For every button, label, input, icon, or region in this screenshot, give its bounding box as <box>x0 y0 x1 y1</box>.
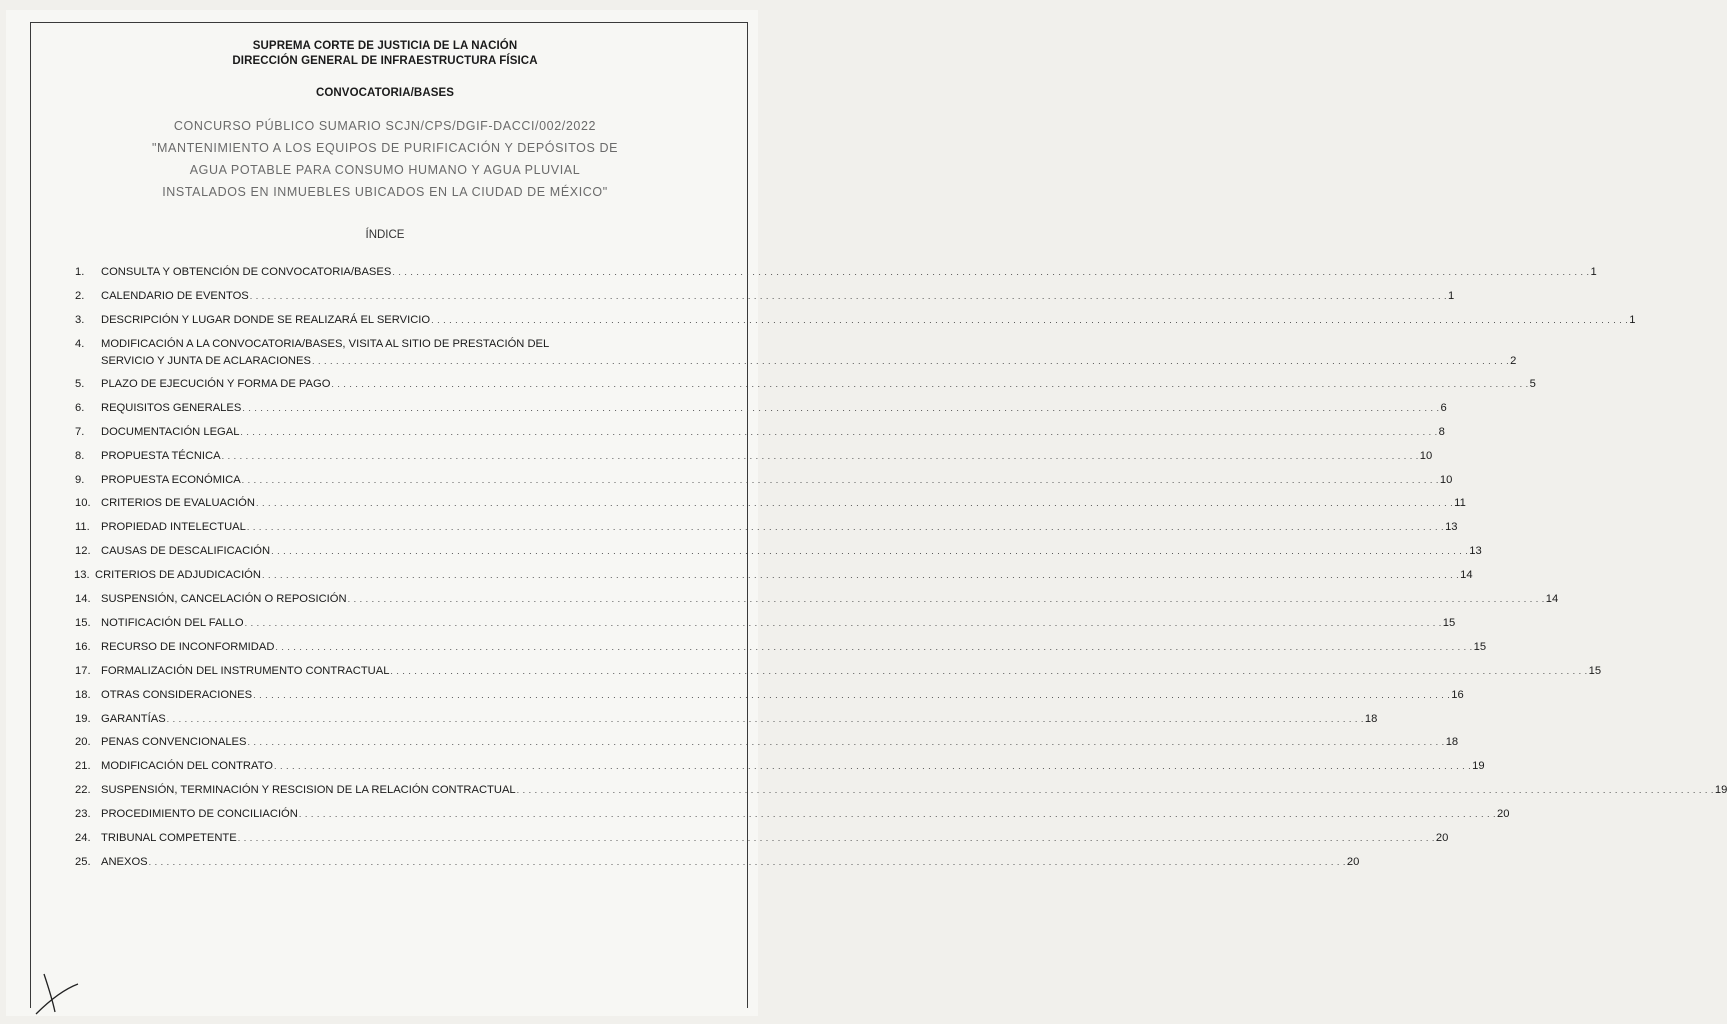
department-name: DIRECCIÓN GENERAL DE INFRAESTRUCTURA FÍSICA <box>232 55 538 67</box>
toc-entry-title: MODIFICACIÓN DEL CONTRATO <box>101 760 273 773</box>
toc-entry-title: TRIBUNAL COMPETENTE <box>101 832 237 844</box>
toc-dot-leader: . . . . . . . . . . . . . . . . . . . . . . . . . . . . . . . . . . . . . . . . . . . . . . . . . . . . . . . . . . . . . . . . . . . . . . . . . . . . . . . . . . . . . . . . . . . . . . . . . . . . . . . . . . . . . . . . . . . . . . . . . . . . . . . . . . . . . . . . . . . . . . . . . . . . . . . . . . . . . . . . . . . . . . . . . . . . . . . . . . . . . . . . . . . . . . . . . . . . . . . . <box>244 617 1442 628</box>
contest-number: CONCURSO PÚBLICO SUMARIO SCJN/CPS/DGIF-DACCI/002/2022 <box>173 119 597 133</box>
document-type: CONVOCATORIA/BASES <box>315 87 455 99</box>
toc-entry-number: 11. <box>75 521 90 534</box>
toc-entry-page: 18 <box>1445 736 1459 749</box>
toc-entry-number: 6. <box>75 401 85 414</box>
toc-entry-page: 16 <box>1451 688 1464 701</box>
toc-entry-title: FORMALIZACIÓN DEL INSTRUMENTO CONTRACTUAL <box>101 664 390 677</box>
toc-entry-title-continued: SERVICIO Y JUNTA DE ACLARACIONES <box>101 354 311 367</box>
toc-entry <box>0 338 770 354</box>
toc-entry-page: 1 <box>1590 266 1597 278</box>
toc-dot-leader: . . . . . . . . . . . . . . . . . . . . . . . . . . . . . . . . . . . . . . . . . . . . . . . . . . . . . . . . . . . . . . . . . . . . . . . . . . . . . . . . . . . . . . . . . . . . . . . . . . . . . . . . . . . . . . . . . . . . . . . . . . . . . . . . . . . . . . . . . . . . . . . . . . . . . . . . . . . . . . . . . . . . . . . . . . . . . . . . . . . . . . . . . . . . . . . . . . . . . . . . <box>431 314 1629 325</box>
toc-dot-leader: . . . . . . . . . . . . . . . . . . . . . . . . . . . . . . . . . . . . . . . . . . . . . . . . . . . . . . . . . . . . . . . . . . . . . . . . . . . . . . . . . . . . . . . . . . . . . . . . . . . . . . . . . . . . . . . . . . . . . . . . . . . . . . . . . . . . . . . . . . . . . . . . . . . . . . . . . . . . . . . . . . . . . . . . . . . . . . . . . . . . . . . . . . . . . . . . . . . . . . . . <box>242 402 1440 413</box>
toc-entry-title: CONSULTA Y OBTENCIÓN DE CONVOCATORIA/BASES <box>101 266 392 278</box>
toc-entry-title: PLAZO DE EJECUCIÓN Y FORMA DE PAGO <box>101 377 331 390</box>
toc-entry <box>0 569 1473 585</box>
toc-entry-title: REQUISITOS GENERALES <box>101 401 242 414</box>
toc-dot-leader: . . . . . . . . . . . . . . . . . . . . . . . . . . . . . . . . . . . . . . . . . . . . . . . . . . . . . . . . . . . . . . . . . . . . . . . . . . . . . . . . . . . . . . . . . . . . . . . . . . . . . . . . . . . . . . . . . . . . . . . . . . . . . . . . . . . . . . . . . . . . . . . . . . . . . . . . . . . . . . . . . . . . . . . . . . . . . . . . . . . . . . . . . . . . . . . . . . . . . . . . <box>273 761 1472 772</box>
toc-entry <box>0 855 1360 872</box>
toc-entry-number: 25. <box>75 855 91 868</box>
contest-title-line-2: AGUA POTABLE PARA CONSUMO HUMANO Y AGUA PLUVIAL <box>189 163 581 177</box>
toc-entry-page: 15 <box>1442 616 1456 629</box>
toc-entry-page: 1 <box>1447 289 1455 302</box>
toc-entry-page: 20 <box>1497 808 1510 821</box>
toc-entry-page: 8 <box>1438 425 1445 438</box>
toc-entry <box>0 616 1456 633</box>
toc-entry-number: 17. <box>75 664 91 677</box>
toc-entry-number: 18. <box>75 688 91 701</box>
toc-entry-page: 15 <box>1473 640 1487 653</box>
toc-entry-page: 2 <box>1510 354 1517 367</box>
toc-dot-leader: . . . . . . . . . . . . . . . . . . . . . . . . . . . . . . . . . . . . . . . . . . . . . . . . . . . . . . . . . . . . . . . . . . . . . . . . . . . . . . . . . . . . . . . . . . . . . . . . . . . . . . . . . . . . . . . . . . . . . . . . . . . . . . . . . . . . . . . . . . . . . . . . . . . . . . . . . . . . . . . . . . . . . . . . . . . . . . . . . . . . . . . . . . . . . . . . . . . . . . . . <box>249 290 1447 301</box>
toc-entry <box>0 401 1447 418</box>
toc-entry <box>0 808 1510 824</box>
toc-entry-number: 16. <box>75 640 91 653</box>
toc-entry <box>0 497 1466 513</box>
toc-entry <box>0 640 1487 657</box>
toc-entry-page: 19 <box>1714 784 1727 797</box>
toc-dot-leader: . . . . . . . . . . . . . . . . . . . . . . . . . . . . . . . . . . . . . . . . . . . . . . . . . . . . . . . . . . . . . . . . . . . . . . . . . . . . . . . . . . . . . . . . . . . . . . . . . . . . . . . . . . . . . . . . . . . . . . . . . . . . . . . . . . . . . . . . . . . . . . . . . . . . . . . . . . . . . . . . . . . . . . . . . . . . . . . . . . . . . . . . . . . . . . . . . . . . . . . . <box>240 426 1438 437</box>
toc-entry-number: 24. <box>75 832 91 844</box>
toc-entry-page: 10 <box>1419 449 1433 462</box>
toc-entry-title: CALENDARIO DE EVENTOS <box>101 289 249 302</box>
toc-dot-leader: . . . . . . . . . . . . . . . . . . . . . . . . . . . . . . . . . . . . . . . . . . . . . . . . . . . . . . . . . . . . . . . . . . . . . . . . . . . . . . . . . . . . . . . . . . . . . . . . . . . . . . . . . . . . . . . . . . . . . . . . . . . . . . . . . . . . . . . . . . . . . . . . . . . . . . . . . . . . . . . . . . . . . . . . . . . . . . . . . . . . . . . . . . . . . . . . . . . . . . . . <box>390 665 1588 676</box>
toc-dot-leader: . . . . . . . . . . . . . . . . . . . . . . . . . . . . . . . . . . . . . . . . . . . . . . . . . . . . . . . . . . . . . . . . . . . . . . . . . . . . . . . . . . . . . . . . . . . . . . . . . . . . . . . . . . . . . . . . . . . . . . . . . . . . . . . . . . . . . . . . . . . . . . . . . . . . . . . . . . . . . . . . . . . . . . . . . . . . . . . . . . . . . . . . . . . . . . . . . . . . . . . . <box>237 833 1435 843</box>
toc-entry-number: 7. <box>75 425 85 438</box>
toc-entry-number: 15. <box>75 616 91 629</box>
toc-dot-leader: . . . . . . . . . . . . . . . . . . . . . . . . . . . . . . . . . . . . . . . . . . . . . . . . . . . . . . . . . . . . . . . . . . . . . . . . . . . . . . . . . . . . . . . . . . . . . . . . . . . . . . . . . . . . . . . . . . . . . . . . . . . . . . . . . . . . . . . . . . . . . . . . . . . . . . . . . . . . . . . . . . . . . . . . . . . . . . . . . . . . . . . . . . . . . . . . . . . . . . . . <box>255 498 1454 509</box>
toc-entry <box>0 425 1445 442</box>
toc-entry <box>0 664 1602 681</box>
toc-dot-leader: . . . . . . . . . . . . . . . . . . . . . . . . . . . . . . . . . . . . . . . . . . . . . . . . . . . . . . . . . . . . . . . . . . . . . . . . . . . . . . . . . . . . . . . . . . . . . . . . . . . . . . . . . . . . . . . . . . . . . . . . . . . . . . . . . . . . . . . . . . . . . . . . . . . . . . . . . . . . . . . . . . . . . . . . . . . . . . . . . . . . . . . . . . . . . . . . . . . . . . . . <box>275 641 1473 652</box>
toc-entry-page: 13 <box>1445 521 1458 534</box>
toc-entry-page: 14 <box>1460 569 1473 582</box>
toc-dot-leader: . . . . . . . . . . . . . . . . . . . . . . . . . . . . . . . . . . . . . . . . . . . . . . . . . . . . . . . . . . . . . . . . . . . . . . . . . . . . . . . . . . . . . . . . . . . . . . . . . . . . . . . . . . . . . . . . . . . . . . . . . . . . . . . . . . . . . . . . . . . . . . . . . . . . . . . . . . . . . . . . . . . . . . . . . . . . . . . . . . . . . . . . . . . . . . . . . . . . . . . . <box>311 355 1510 366</box>
signature-mark <box>22 968 82 1016</box>
toc-entry-number: 19. <box>75 712 91 725</box>
contest-title-line-3: INSTALADOS EN INMUEBLES UBICADOS EN LA CIUDAD DE MÉXICO" <box>162 185 608 199</box>
toc-dot-leader: . . . . . . . . . . . . . . . . . . . . . . . . . . . . . . . . . . . . . . . . . . . . . . . . . . . . . . . . . . . . . . . . . . . . . . . . . . . . . . . . . . . . . . . . . . . . . . . . . . . . . . . . . . . . . . . . . . . . . . . . . . . . . . . . . . . . . . . . . . . . . . . . . . . . . . . . . . . . . . . . . . . . . . . . . . . . . . . . . . . . . . . . . . . . . . . . . . . . . . . . <box>347 594 1545 604</box>
toc-entry-title: MODIFICACIÓN A LA CONVOCATORIA/BASES, VISITA AL SITIO DE PRESTACIÓN DEL <box>101 337 550 350</box>
toc-dot-leader: . . . . . . . . . . . . . . . . . . . . . . . . . . . . . . . . . . . . . . . . . . . . . . . . . . . . . . . . . . . . . . . . . . . . . . . . . . . . . . . . . . . . . . . . . . . . . . . . . . . . . . . . . . . . . . . . . . . . . . . . . . . . . . . . . . . . . . . . . . . . . . . . . . . . . . . . . . . . . . . . . . . . . . . . . . . . . . . . . . . . . . . . . . . . . . . . . . . . . . . . <box>271 546 1469 557</box>
toc-entry-title: PROPUESTA TÉCNICA <box>101 449 221 462</box>
toc-entry-title: DOCUMENTACIÓN LEGAL <box>101 425 240 438</box>
toc-entry-title: GARANTÍAS <box>101 712 166 725</box>
toc-entry <box>0 545 1482 561</box>
toc-entry-page: 11 <box>1454 497 1466 510</box>
toc-entry-title: DESCRIPCIÓN Y LUGAR DONDE SE REALIZARÁ EL SERVICIO <box>101 313 431 326</box>
toc-entry-page: 18 <box>1364 712 1378 725</box>
toc-entry-page: 13 <box>1469 545 1482 558</box>
toc-entry-title: OTRAS CONSIDERACIONES <box>101 688 253 701</box>
toc-dot-leader: . . . . . . . . . . . . . . . . . . . . . . . . . . . . . . . . . . . . . . . . . . . . . . . . . . . . . . . . . . . . . . . . . . . . . . . . . . . . . . . . . . . . . . . . . . . . . . . . . . . . . . . . . . . . . . . . . . . . . . . . . . . . . . . . . . . . . . . . . . . . . . . . . . . . . . . . . . . . . . . . . . . . . . . . . . . . . . . . . . . . . . . . . . . . . . . . . . . . . . . . <box>148 856 1346 867</box>
toc-entry-continuation <box>0 354 1517 371</box>
toc-entry <box>0 712 1378 729</box>
toc-entry <box>0 266 1597 282</box>
toc-entry <box>0 289 1455 306</box>
toc-entry <box>0 593 1559 609</box>
toc-entry-number: 9. <box>75 473 85 486</box>
toc-entry-title: PROPIEDAD INTELECTUAL <box>101 521 246 534</box>
toc-entry-number: 1. <box>75 266 85 278</box>
toc-entry-page: 20 <box>1435 832 1449 844</box>
toc-entry-number: 5. <box>75 377 85 390</box>
toc-entry <box>0 521 1458 537</box>
toc-entry-page: 15 <box>1588 664 1602 677</box>
index-title: ÍNDICE <box>365 229 405 241</box>
toc-entry-title: SUSPENSIÓN, CANCELACIÓN O REPOSICIÓN <box>101 593 347 605</box>
toc-entry-number: 14. <box>75 593 91 605</box>
toc-entry-title: ANEXOS <box>101 855 148 868</box>
toc-entry <box>0 377 1536 394</box>
toc-dot-leader: . . . . . . . . . . . . . . . . . . . . . . . . . . . . . . . . . . . . . . . . . . . . . . . . . . . . . . . . . . . . . . . . . . . . . . . . . . . . . . . . . . . . . . . . . . . . . . . . . . . . . . . . . . . . . . . . . . . . . . . . . . . . . . . . . . . . . . . . . . . . . . . . . . . . . . . . . . . . . . . . . . . . . . . . . . . . . . . . . . . . . . . . . . . . . . . . . . . . . . . . <box>166 713 1364 724</box>
toc-dot-leader: . . . . . . . . . . . . . . . . . . . . . . . . . . . . . . . . . . . . . . . . . . . . . . . . . . . . . . . . . . . . . . . . . . . . . . . . . . . . . . . . . . . . . . . . . . . . . . . . . . . . . . . . . . . . . . . . . . . . . . . . . . . . . . . . . . . . . . . . . . . . . . . . . . . . . . . . . . . . . . . . . . . . . . . . . . . . . . . . . . . . . . . . . . . . . . . . . . . . . . . . <box>247 737 1445 748</box>
toc-entry-number: 20. <box>75 736 91 749</box>
toc-entry-number: 13. <box>74 569 90 582</box>
toc-entry <box>0 784 1727 800</box>
toc-entry-number: 10. <box>75 497 91 510</box>
toc-entry-number: 23. <box>75 808 91 821</box>
toc-entry <box>0 473 1453 490</box>
toc-dot-leader: . . . . . . . . . . . . . . . . . . . . . . . . . . . . . . . . . . . . . . . . . . . . . . . . . . . . . . . . . . . . . . . . . . . . . . . . . . . . . . . . . . . . . . . . . . . . . . . . . . . . . . . . . . . . . . . . . . . . . . . . . . . . . . . . . . . . . . . . . . . . . . . . . . . . . . . . . . . . . . . . . . . . . . . . . . . . . . . . . . . . . . . . . . . . . . . . . . . . . . . . <box>221 450 1419 461</box>
toc-entry-number: 21. <box>75 760 91 773</box>
toc-entry <box>0 688 1464 705</box>
toc-entry-number: 22. <box>75 784 91 797</box>
toc-dot-leader: . . . . . . . . . . . . . . . . . . . . . . . . . . . . . . . . . . . . . . . . . . . . . . . . . . . . . . . . . . . . . . . . . . . . . . . . . . . . . . . . . . . . . . . . . . . . . . . . . . . . . . . . . . . . . . . . . . . . . . . . . . . . . . . . . . . . . . . . . . . . . . . . . . . . . . . . . . . . . . . . . . . . . . . . . . . . . . . . . . . . . . . . . . . . . . . . . . . . . . . . <box>298 809 1497 820</box>
toc-entry-title: PENAS CONVENCIONALES <box>101 736 247 749</box>
toc-entry-title: PROCEDIMIENTO DE CONCILIACIÓN <box>101 808 298 821</box>
toc-entry-page: 20 <box>1346 855 1360 868</box>
toc-dot-leader: . . . . . . . . . . . . . . . . . . . . . . . . . . . . . . . . . . . . . . . . . . . . . . . . . . . . . . . . . . . . . . . . . . . . . . . . . . . . . . . . . . . . . . . . . . . . . . . . . . . . . . . . . . . . . . . . . . . . . . . . . . . . . . . . . . . . . . . . . . . . . . . . . . . . . . . . . . . . . . . . . . . . . . . . . . . . . . . . . . . . . . . . . . . . . . . . . . . . . . . . <box>392 267 1590 277</box>
toc-entry-number: 8. <box>75 449 85 462</box>
toc-dot-leader: . . . . . . . . . . . . . . . . . . . . . . . . . . . . . . . . . . . . . . . . . . . . . . . . . . . . . . . . . . . . . . . . . . . . . . . . . . . . . . . . . . . . . . . . . . . . . . . . . . . . . . . . . . . . . . . . . . . . . . . . . . . . . . . . . . . . . . . . . . . . . . . . . . . . . . . . . . . . . . . . . . . . . . . . . . . . . . . . . . . . . . . . . . . . . . . . . . . . . . . . <box>516 785 1714 796</box>
toc-entry-number: 2. <box>75 289 85 302</box>
toc-entry-number: 4. <box>75 337 85 350</box>
toc-entry-page: 5 <box>1529 377 1536 390</box>
toc-entry <box>0 449 1433 466</box>
toc-dot-leader: . . . . . . . . . . . . . . . . . . . . . . . . . . . . . . . . . . . . . . . . . . . . . . . . . . . . . . . . . . . . . . . . . . . . . . . . . . . . . . . . . . . . . . . . . . . . . . . . . . . . . . . . . . . . . . . . . . . . . . . . . . . . . . . . . . . . . . . . . . . . . . . . . . . . . . . . . . . . . . . . . . . . . . . . . . . . . . . . . . . . . . . . . . . . . . . . . . . . . . . . <box>246 522 1445 533</box>
toc-dot-leader: . . . . . . . . . . . . . . . . . . . . . . . . . . . . . . . . . . . . . . . . . . . . . . . . . . . . . . . . . . . . . . . . . . . . . . . . . . . . . . . . . . . . . . . . . . . . . . . . . . . . . . . . . . . . . . . . . . . . . . . . . . . . . . . . . . . . . . . . . . . . . . . . . . . . . . . . . . . . . . . . . . . . . . . . . . . . . . . . . . . . . . . . . . . . . . . . . . . . . . . . <box>331 378 1529 389</box>
toc-entry-page: 10 <box>1439 473 1453 486</box>
toc-entry <box>0 760 1485 776</box>
toc-dot-leader: . . . . . . . . . . . . . . . . . . . . . . . . . . . . . . . . . . . . . . . . . . . . . . . . . . . . . . . . . . . . . . . . . . . . . . . . . . . . . . . . . . . . . . . . . . . . . . . . . . . . . . . . . . . . . . . . . . . . . . . . . . . . . . . . . . . . . . . . . . . . . . . . . . . . . . . . . . . . . . . . . . . . . . . . . . . . . . . . . . . . . . . . . . . . . . . . . . . . . . . . <box>241 474 1439 485</box>
toc-entry-title: NOTIFICACIÓN DEL FALLO <box>101 616 244 629</box>
toc-dot-leader: . . . . . . . . . . . . . . . . . . . . . . . . . . . . . . . . . . . . . . . . . . . . . . . . . . . . . . . . . . . . . . . . . . . . . . . . . . . . . . . . . . . . . . . . . . . . . . . . . . . . . . . . . . . . . . . . . . . . . . . . . . . . . . . . . . . . . . . . . . . . . . . . . . . . . . . . . . . . . . . . . . . . . . . . . . . . . . . . . . . . . . . . . . . . . . . . . . . . . . . . <box>261 570 1460 581</box>
toc-entry-title: CAUSAS DE DESCALIFICACIÓN <box>101 545 271 558</box>
toc-entry <box>0 832 1449 848</box>
toc-entry-title: RECURSO DE INCONFORMIDAD <box>101 640 275 653</box>
contest-title-line-1: "MANTENIMIENTO A LOS EQUIPOS DE PURIFICACIÓN Y DEPÓSITOS DE <box>151 141 619 155</box>
toc-entry-page: 14 <box>1545 593 1559 605</box>
toc-entry <box>0 313 1636 330</box>
toc-entry-title: SUSPENSIÓN, TERMINACIÓN Y RESCISION DE LA RELACIÓN CONTRACTUAL <box>101 784 516 797</box>
toc-entry-title: CRITERIOS DE EVALUACIÓN <box>101 497 255 510</box>
toc-entry-number: 12. <box>75 545 91 558</box>
toc-entry-page: 19 <box>1472 760 1485 773</box>
toc-entry-title: CRITERIOS DE ADJUDICACIÓN <box>95 569 261 582</box>
toc-dot-leader: . . . . . . . . . . . . . . . . . . . . . . . . . . . . . . . . . . . . . . . . . . . . . . . . . . . . . . . . . . . . . . . . . . . . . . . . . . . . . . . . . . . . . . . . . . . . . . . . . . . . . . . . . . . . . . . . . . . . . . . . . . . . . . . . . . . . . . . . . . . . . . . . . . . . . . . . . . . . . . . . . . . . . . . . . . . . . . . . . . . . . . . . . . . . . . . . . . . . . . . . <box>253 689 1451 700</box>
institution-name: SUPREMA CORTE DE JUSTICIA DE LA NACIÓN <box>252 40 518 52</box>
toc-entry-title: PROPUESTA ECONÓMICA <box>101 473 241 486</box>
toc-entry-page: 6 <box>1440 401 1447 414</box>
toc-entry-number: 3. <box>75 313 85 326</box>
toc-entry-page: 1 <box>1629 313 1636 326</box>
toc-entry <box>0 736 1459 752</box>
